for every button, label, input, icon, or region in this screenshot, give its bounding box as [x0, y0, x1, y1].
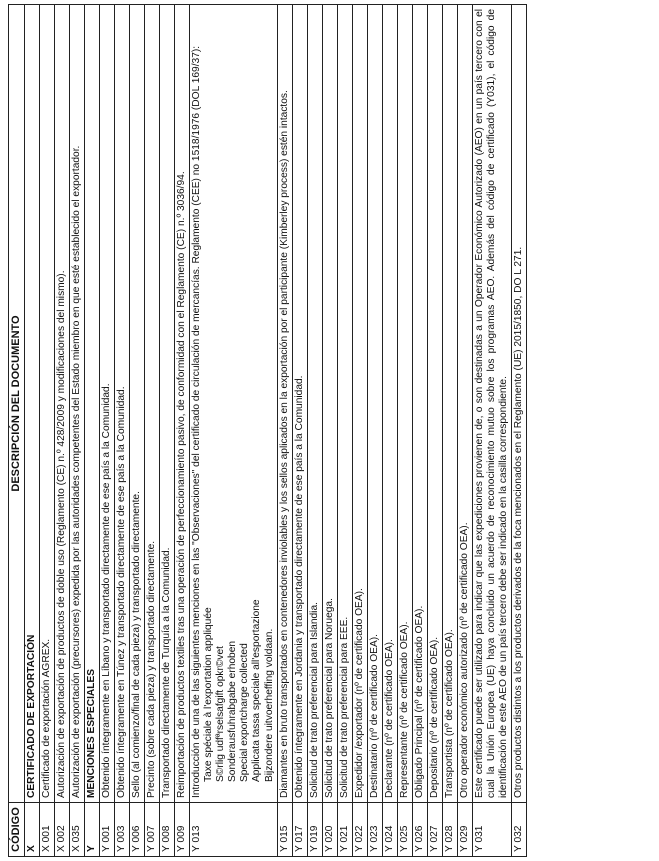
table-row	[397, 5, 412, 857]
mention-line: Applicata tassa speciale all'esportazione	[251, 599, 263, 782]
row-description-text: Diamantes en bruto transportados en contenedores inviolables y los sellos aplicados en la exportación por el participante (Kimberley process) estén intactos.	[278, 90, 290, 798]
mention-line: Bijzondere uitvoerheffing voldaan.	[263, 628, 275, 782]
row-description	[382, 5, 397, 803]
table-row	[175, 5, 190, 857]
row-description-text: CERTIFICADO DE EXPORTACIÓN	[25, 634, 37, 798]
row-code: Y 023	[367, 803, 382, 857]
row-description-text: Expedidor /exportador (nº de certificado OEA).	[353, 588, 365, 798]
row-code: Y 032	[512, 803, 527, 857]
section-row	[85, 5, 100, 857]
row-description	[100, 5, 115, 803]
table-row	[130, 5, 145, 857]
table-row	[427, 5, 442, 857]
row-description	[190, 5, 277, 803]
table-row	[190, 5, 277, 857]
table-row	[40, 5, 55, 857]
row-code: Y 017	[292, 803, 307, 857]
table-row	[352, 5, 367, 857]
row-description-text: Introducción de una de las siguientes menciones en las "Observaciones" del certificado de circulación de mercancías. Reglamento (CEE) no 1518/1976 (DOL 169/37):	[191, 45, 203, 798]
row-code: Y 006	[130, 803, 145, 857]
row-description	[40, 5, 55, 803]
row-description-text: Transportista (nº de certificado OEA).	[443, 629, 455, 798]
row-description-text: Representante (nº de certificado OEA).	[398, 621, 410, 798]
row-description	[24, 5, 39, 803]
row-description	[412, 5, 427, 803]
table-row	[70, 5, 85, 857]
section-row	[24, 5, 39, 857]
row-description-text: Otros productos distintos a los productos derivados de la foca mencionados en el Reglamento (UE) 2015/1850, DO L 271.	[513, 246, 525, 798]
mention-line: S©rlig udfªrselsafgift opkr©vet	[215, 646, 227, 782]
row-code: X	[24, 803, 39, 857]
row-description-text: Este certificado puede ser utilizado para indicar que las expediciones provienen de, o son destinadas a un Operador Económico Autorizado (AEO) en un país tercero con el cual la Unión Europea (UE) haya concluido un acuerdo de reconocimiento mutuo sobre los programas AEO. Además del código de certificado (Y031), el código de identificación de este AEO de un país tercero debe ser indicado en la casilla correspondiente.	[473, 9, 509, 798]
row-description-text: Solicitud de trato preferencial para EEE.	[338, 616, 350, 798]
mention-line: Special exportcharge collected	[239, 643, 251, 782]
row-code: Y 009	[175, 803, 190, 857]
row-code: Y 024	[382, 803, 397, 857]
row-description	[70, 5, 85, 803]
row-description	[55, 5, 70, 803]
row-description	[352, 5, 367, 803]
row-code: Y 027	[427, 803, 442, 857]
row-code: Y 022	[352, 803, 367, 857]
row-code: Y 008	[160, 803, 175, 857]
row-description-text: Autorización de exportación (precursores) expedida por las autoridades competentes del Estado miembro en que esté establecido el exportador.	[71, 145, 83, 798]
row-description-text: Sello (al comienzo/final de cada pieza) y transportado directamente.	[131, 491, 143, 798]
table-row	[160, 5, 175, 857]
row-description	[512, 5, 527, 803]
row-code: Y 020	[322, 803, 337, 857]
row-code: Y 007	[145, 803, 160, 857]
table-row	[292, 5, 307, 857]
row-description-text: Declarante (nº de certificado OEA).	[383, 639, 395, 798]
header-description: DESCRIPCIÓN DEL DOCUMENTO	[9, 5, 25, 803]
row-code: Y 028	[442, 803, 457, 857]
row-description-text: Otro operador económico autorizado (nº de certificado OEA).	[458, 522, 470, 798]
row-description	[337, 5, 352, 803]
table-row	[457, 5, 472, 857]
row-code: Y 019	[307, 803, 322, 857]
row-description-text: Solicitud de trato preferencial para Noruega.	[323, 598, 335, 798]
table-row	[307, 5, 322, 857]
row-description-text: Reimportación de productos textiles tras una operación de perfeccionamiento pasivo, de conformidad con el Reglamento (CE) n.º 3036/94.	[176, 171, 188, 798]
row-description	[160, 5, 175, 803]
row-description-text: Obtenido íntegramente en Líbano y transportado directamente de ese país a la Comunidad.	[101, 383, 113, 798]
table-row	[100, 5, 115, 857]
table-row	[322, 5, 337, 857]
row-code: Y 003	[115, 803, 130, 857]
document-codes-table	[8, 4, 527, 857]
row-code: Y 015	[277, 803, 292, 857]
table-row	[115, 5, 130, 857]
table-row	[412, 5, 427, 857]
row-description-text: Obligado Principal (nº de certificado OEA).	[413, 605, 425, 798]
mention-line: Taxe spéciale à l'exportation appliquée	[203, 607, 215, 782]
table-row	[367, 5, 382, 857]
row-description-text: Obtenido íntegramente en Jordania y transportado directamente de ese país a la Comunidad.	[293, 375, 305, 798]
row-description-text: Autorización de exportación de productos de doble uso (Reglamento (CE) n.º 428/2009 y modificaciones del mismo).	[56, 270, 68, 798]
row-description	[307, 5, 322, 803]
row-description	[322, 5, 337, 803]
row-code: Y 025	[397, 803, 412, 857]
row-code: X 035	[70, 803, 85, 857]
row-code: Y 029	[457, 803, 472, 857]
table-row	[55, 5, 70, 857]
row-code: X 002	[55, 803, 70, 857]
table-row	[145, 5, 160, 857]
row-description-text: Destinatario (nº de certificado OEA).	[368, 634, 380, 798]
row-description-text: Obtenido íntegramente en Túnez y transportado directamente de ese país a la Comunidad.	[116, 386, 128, 798]
table-row	[337, 5, 352, 857]
row-description	[277, 5, 292, 803]
row-description	[85, 5, 100, 803]
row-description-text: Solicitud de trato preferencial para Islandia.	[308, 602, 320, 798]
header-code: CÓDIGO	[9, 803, 25, 857]
row-description	[115, 5, 130, 803]
row-code: Y 026	[412, 803, 427, 857]
row-description	[367, 5, 382, 803]
table-header-row	[9, 5, 25, 857]
row-description-text: Precinto (sobre cada pieza) y transportado directamente.	[146, 540, 158, 798]
row-code: Y 021	[337, 803, 352, 857]
row-description-text: Depositario (nº de certificado OEA).	[428, 636, 440, 798]
row-description-text: Certificado de exportación AGREX.	[41, 638, 52, 798]
row-code: X 001	[40, 803, 55, 857]
table-row	[512, 5, 527, 857]
table-row	[442, 5, 457, 857]
row-description	[292, 5, 307, 803]
row-code: Y 031	[472, 803, 511, 857]
row-description	[472, 5, 511, 803]
row-description	[427, 5, 442, 803]
row-description-text: MENCIONES ESPECIALES	[86, 668, 98, 798]
row-description	[130, 5, 145, 803]
row-description	[145, 5, 160, 803]
row-description	[397, 5, 412, 803]
table-row	[277, 5, 292, 857]
row-description	[442, 5, 457, 803]
row-code: Y	[85, 803, 100, 857]
table-row	[472, 5, 511, 857]
row-description	[175, 5, 190, 803]
row-code: Y 013	[190, 803, 277, 857]
row-code: Y 001	[100, 803, 115, 857]
row-description	[457, 5, 472, 803]
row-description-text: Transportado directamente de Turquía a la Comunidad.	[161, 547, 173, 798]
table-row	[382, 5, 397, 857]
mention-line: Sonderausfuhrabgabe erhoben	[227, 640, 239, 782]
